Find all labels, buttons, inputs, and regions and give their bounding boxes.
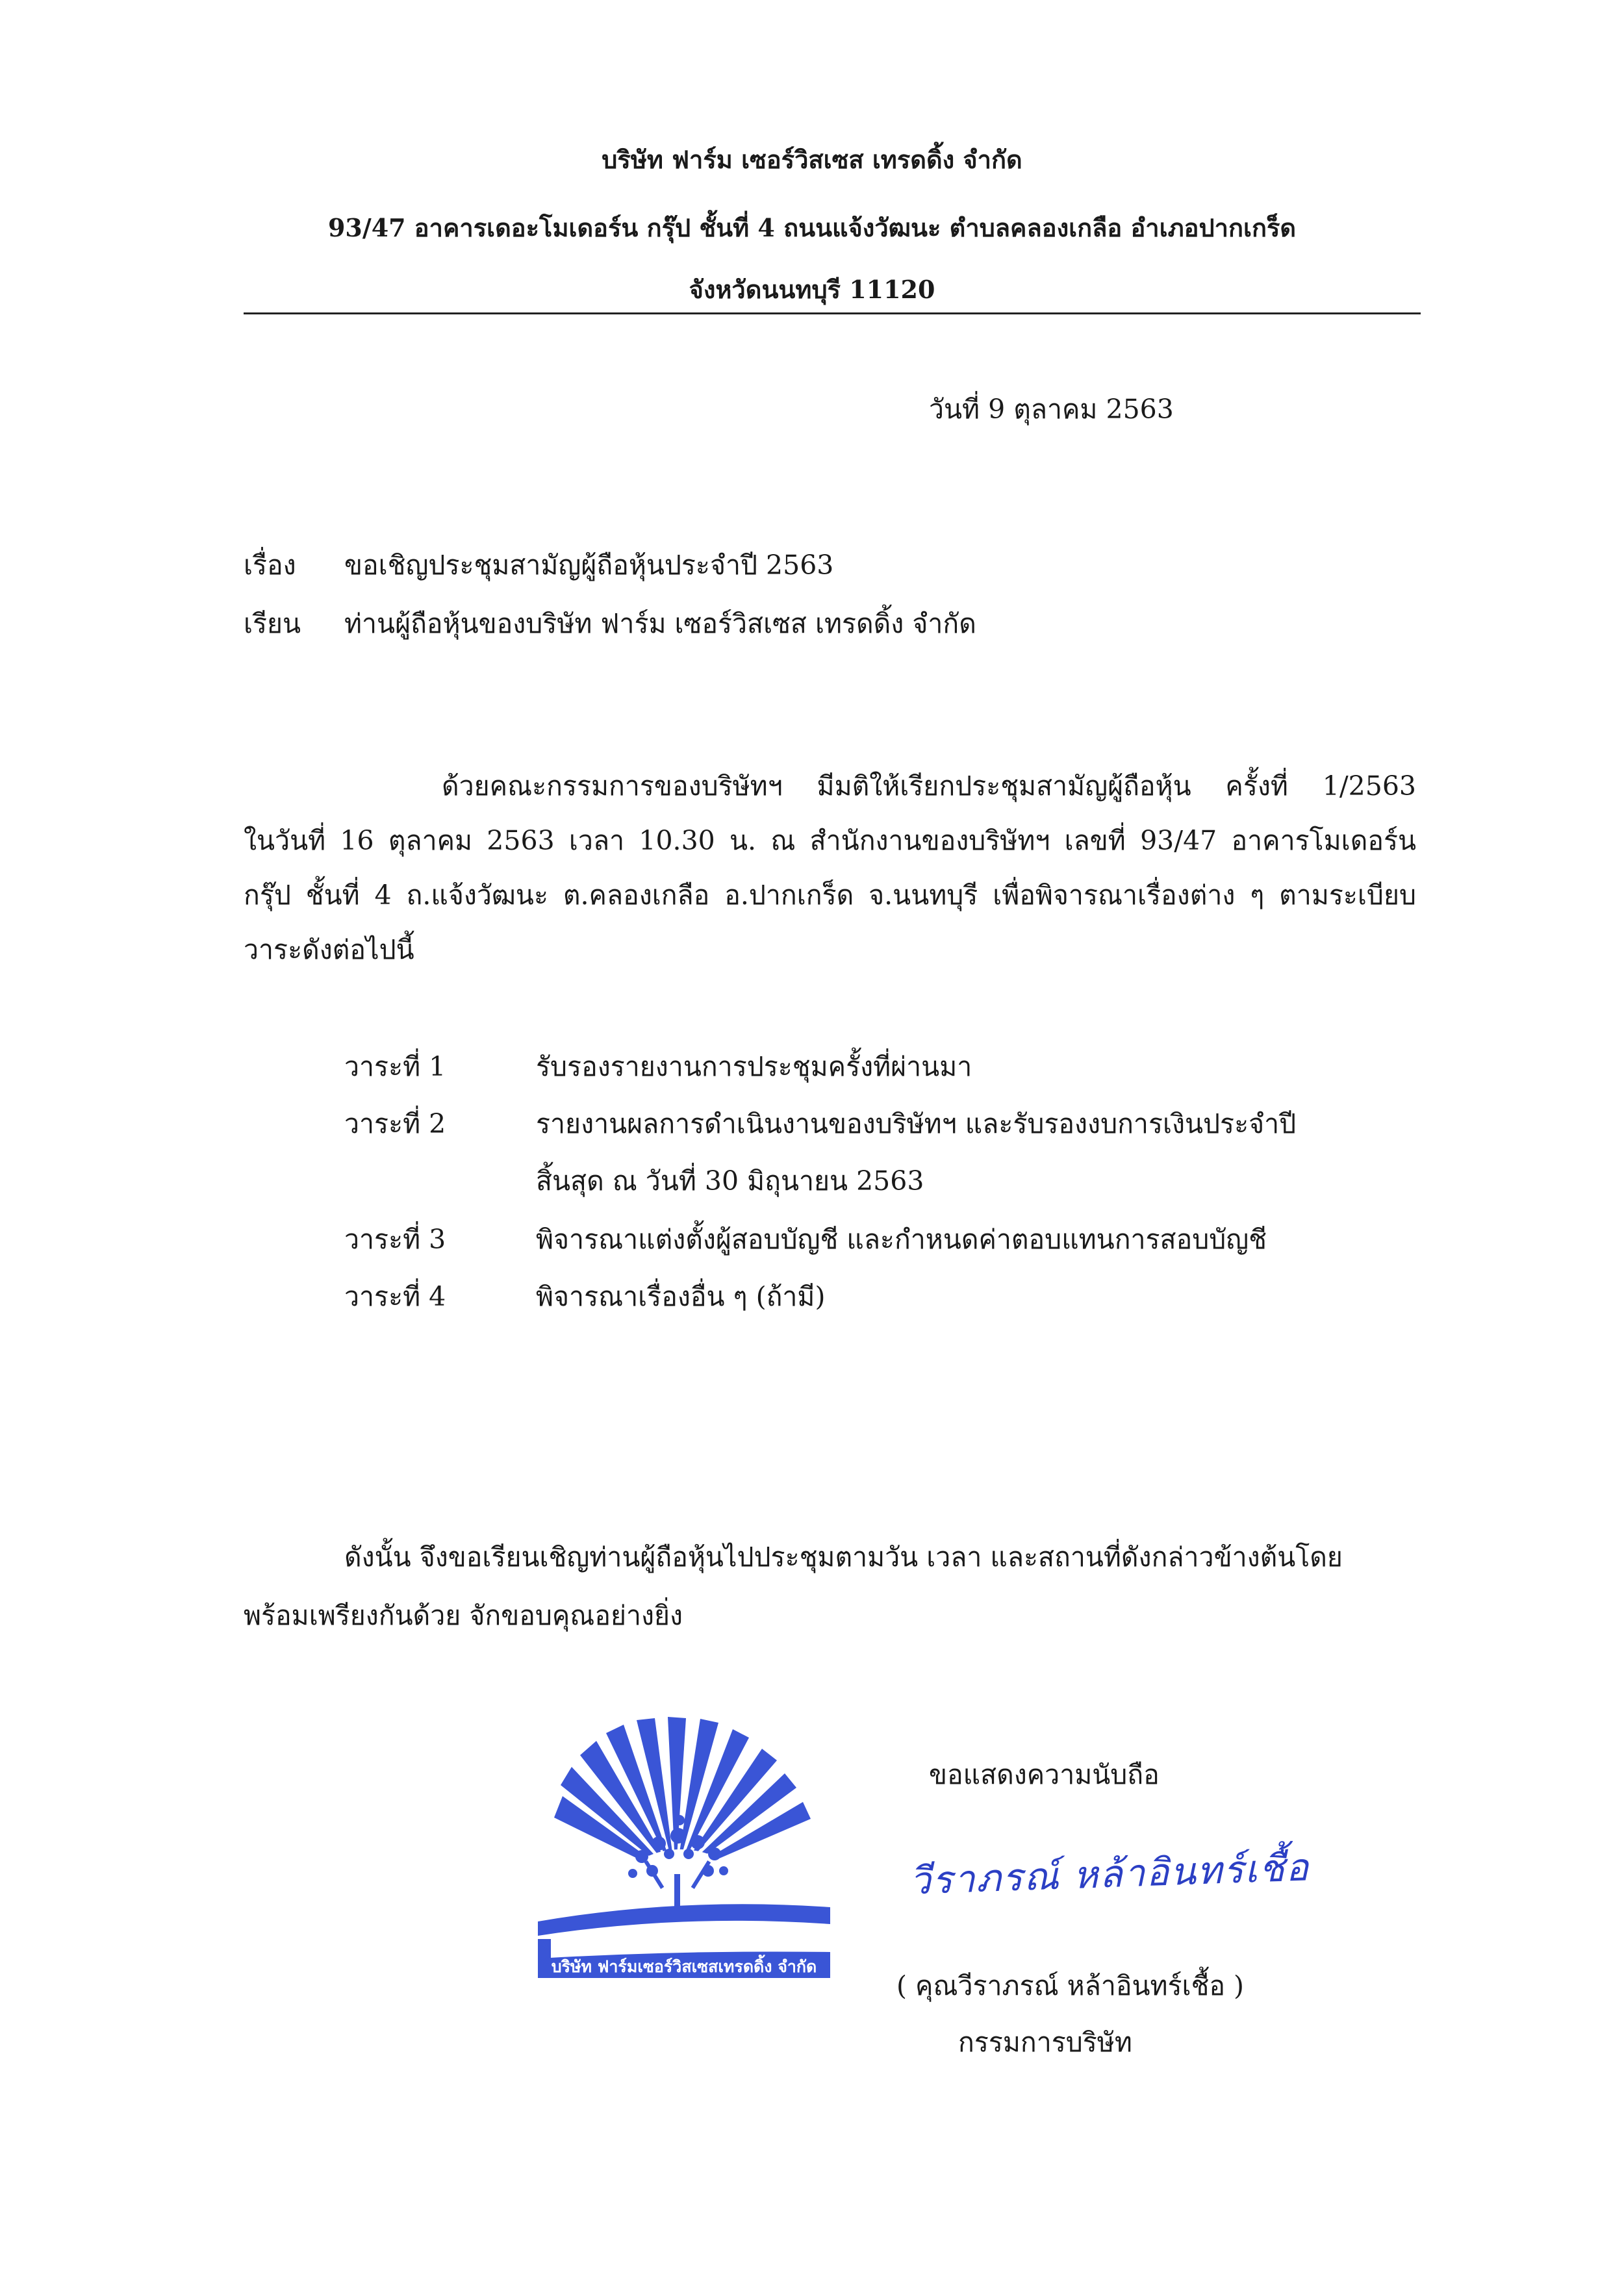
- company-name: บริษัท ฟาร์ม เซอร์วิสเซส เทรดดิ้ง จำกัด: [602, 145, 1022, 174]
- agenda-2-label: วาระที่ 2: [344, 1108, 446, 1139]
- subject-label: เรื่อง: [244, 550, 296, 581]
- closing-line-1: ดังนั้น จึงขอเรียนเชิญท่านผู้ถือหุ้นไปประชุมตามวัน เวลา และสถานที่ดังกล่าวข้างต้นโดย: [344, 1541, 1343, 1573]
- agenda-3-text: พิจารณาแต่งตั้งผู้สอบบัญชี และกำหนดค่าตอบแทนการสอบบัญชี: [536, 1224, 1267, 1255]
- letter-date: วันที่ 9 ตุลาคม 2563: [929, 394, 1174, 425]
- body-line-3: กรุ๊ป ชั้นที่ 4 ถ.แจ้งวัฒนะ ต.คลองเกลือ อ.ปากเกร็ด จ.นนทบุรี เพื่อพิจารณาเรื่องต่าง ๆ ตามระเบียบ: [244, 880, 1416, 911]
- agenda-3-label: วาระที่ 3: [344, 1224, 446, 1255]
- company-address-line2: จังหวัดนนทบุรี 11120: [689, 275, 935, 304]
- subject-text: ขอเชิญประชุมสามัญผู้ถือหุ้นประจำปี 2563: [344, 550, 834, 581]
- recipient-label: เรียน: [244, 608, 301, 639]
- agenda-2-text-line1: รายงานผลการดำเนินงานของบริษัทฯ และรับรองงบการเงินประจำปี: [536, 1108, 1297, 1139]
- regards-text: ขอแสดงความนับถือ: [929, 1759, 1160, 1790]
- company-address-line1: 93/47 อาคารเดอะโมเดอร์น กรุ๊ป ชั้นที่ 4 ถนนแจ้งวัฒนะ ตำบลคลองเกลือ อำเภอปากเกร็ด: [327, 213, 1297, 242]
- body-line-2: ในวันที่ 16 ตุลาคม 2563 เวลา 10.30 น. ณ สำนักงานของบริษัทฯ เลขที่ 93/47 อาคารโมเดอร์น: [244, 825, 1416, 856]
- agenda-4-label: วาระที่ 4: [344, 1281, 446, 1312]
- company-stamp-icon: [525, 1715, 837, 1981]
- header-divider: [244, 312, 1421, 314]
- recipient-text: ท่านผู้ถือหุ้นของบริษัท ฟาร์ม เซอร์วิสเซส เทรดดิ้ง จำกัด: [344, 608, 976, 639]
- agenda-1-text: รับรองรายงานการประชุมครั้งที่ผ่านมา: [536, 1051, 972, 1082]
- agenda-2-text-line2: สิ้นสุด ณ วันที่ 30 มิถุนายน 2563: [536, 1165, 924, 1197]
- agenda-1-label: วาระที่ 1: [344, 1051, 446, 1082]
- signer-title: กรรมการบริษัท: [958, 2027, 1132, 2058]
- signature: วีราภรณ์ หล้าอินทร์เชื้อ: [909, 1845, 1311, 1903]
- agenda-4-text: พิจารณาเรื่องอื่น ๆ (ถ้ามี): [536, 1281, 826, 1312]
- signer-name: ( คุณวีราภรณ์ หล้าอินทร์เชื้อ ): [896, 1970, 1245, 2001]
- body-line-4: วาระดังต่อไปนี้: [244, 934, 414, 965]
- stamp-text: บริษัท ฟาร์มเซอร์วิสเซสเทรดดิ้ง จำกัด: [551, 1957, 817, 1976]
- body-line-1: ด้วยคณะกรรมการของบริษัทฯ มีมติให้เรียกประชุมสามัญผู้ถือหุ้น ครั้งที่ 1/2563: [442, 770, 1416, 802]
- closing-line-2: พร้อมเพรียงกันด้วย จักขอบคุณอย่างยิ่ง: [244, 1600, 683, 1631]
